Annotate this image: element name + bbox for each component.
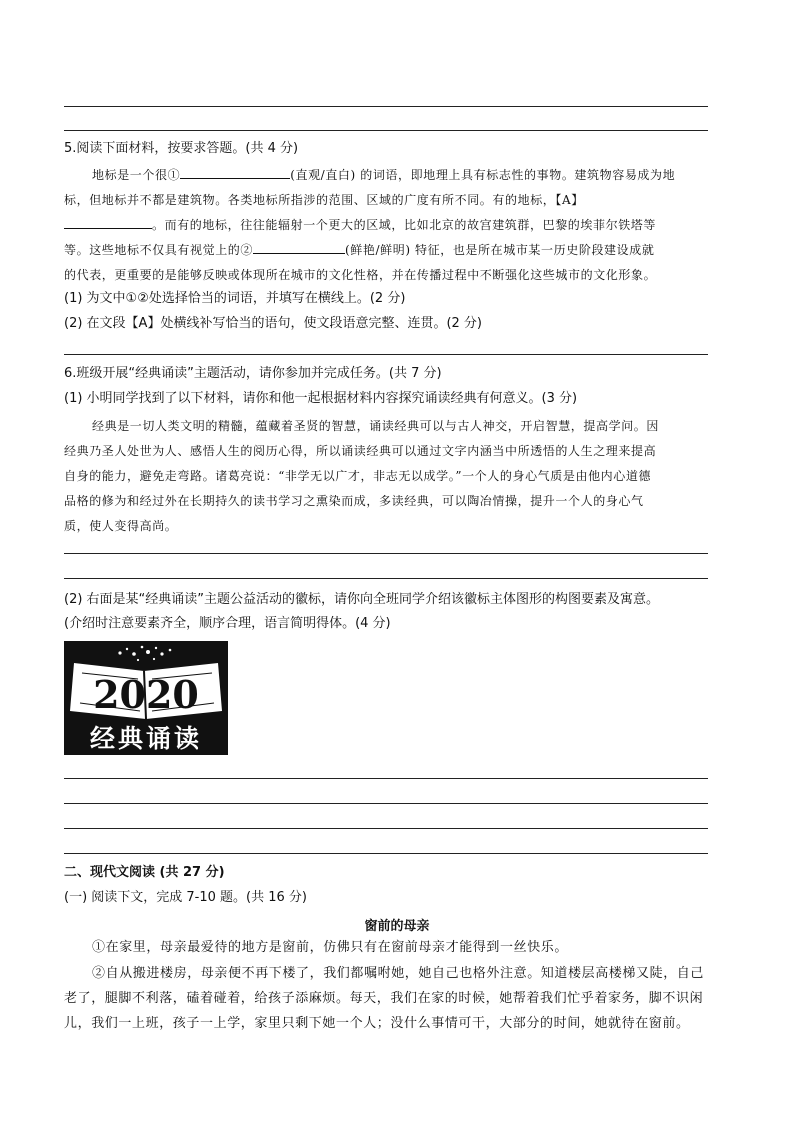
- part2-sub: (一) 阅读下文，完成 7-10 题。(共 16 分): [64, 890, 307, 905]
- q6-sub2: (2) 右面是某“经典诵读”主题公益活动的徽标，请你向全班同学介绍该徽标主体图形的构图要素及寓意。: [64, 592, 660, 607]
- article-paragraph: ②自从搬进楼房，母亲便不再下楼了，我们都嘱咐她，她自己也格外注意。知道楼层高楼梯又陡，自己: [92, 966, 705, 981]
- q5-material-line: [64, 216, 724, 234]
- q5-material-line: 的代表，更重要的是能够反映或体现所在城市的文化性格，并在传播过程中不断强化这些城市的文化形象。: [64, 268, 657, 282]
- q5-text: 等。这些地标不仅具有视觉上的②: [64, 243, 254, 257]
- q5-text: (鲜艳/鲜明) 特征，也是所在城市某一历史阶段建设成就: [345, 243, 655, 257]
- logo-year: 2020: [93, 672, 199, 717]
- q6-material-line: 品格的修为和经过外在长期持久的读书学习之熏染而成，多读经典，可以陶冶情操，提升一个人的身心气: [64, 494, 644, 508]
- q6-material-line: 经典乃圣人处世为人、感悟人生的阅历心得，所以诵读经典可以通过文字内涵当中所透悟的人生之理来提高: [64, 444, 657, 458]
- article-paragraph: ①在家里，母亲最爱待的地方是窗前，仿佛只有在窗前母亲才能得到一丝快乐。: [92, 940, 569, 955]
- logo-caption: 经典诵读: [89, 724, 203, 753]
- answer-line: [64, 853, 708, 854]
- part2-heading: 二、现代文阅读 (共 27 分): [64, 865, 225, 880]
- q6-heading: 6.班级开展“经典诵读”主题活动，请你参加并完成任务。(共 7 分): [64, 366, 442, 381]
- q5-material-line: [64, 241, 724, 259]
- answer-line: [64, 803, 708, 804]
- article-paragraph: 老了，腿脚不利落，磕着碰着，给孩子添麻烦。每天，我们在家的时候，她帮着我们忙乎着家务，脚不识闲: [64, 991, 704, 1006]
- blank-2: [253, 241, 345, 254]
- q5-heading: 5.阅读下面材料，按要求答题。(共 4 分): [64, 141, 299, 156]
- classic-reading-logo: [64, 641, 228, 755]
- q5-sub2: (2) 在文段【A】处横线补写恰当的语句，使文段语意完整、连贯。(2 分): [64, 316, 482, 331]
- blank-a: [64, 216, 152, 229]
- q5-text: (直观/直白) 的词语，即地理上具有标志性的事物。建筑物容易成为地: [290, 168, 676, 182]
- q6-material-line: 质，使人变得高尚。: [64, 519, 178, 533]
- q5-text: 地标是一个很①: [92, 168, 181, 182]
- answer-line: [64, 106, 708, 107]
- q5-material-line: 标，但地标并不都是建筑物。各类地标所指涉的范围、区域的广度有所不同。有的地标，【A】: [64, 193, 584, 207]
- q6-material-line: 经典是一切人类文明的精髓，蕴藏着圣贤的智慧，诵读经典可以与古人神交，开启智慧，提高学问。因: [92, 419, 660, 433]
- answer-line: [64, 828, 708, 829]
- answer-line: [64, 354, 708, 355]
- q6-sub1: (1) 小明同学找到了以下材料，请你和他一起根据材料内容探究诵读经典有何意义。(3 分): [64, 391, 578, 406]
- answer-line: [64, 578, 708, 579]
- blank-1: [180, 166, 290, 179]
- q5-sub1: (1) 为文中①②处选择恰当的词语，并填写在横线上。(2 分): [64, 291, 406, 306]
- answer-line: [64, 553, 708, 554]
- q6-sub2-note: (介绍时注意要素齐全，顺序合理，语言简明得体。(4 分): [64, 616, 391, 631]
- q5-text: 。而有的地标，往往能辐射一个更大的区域，比如北京的故宫建筑群，巴黎的埃菲尔铁塔等: [152, 218, 657, 232]
- article-paragraph: 儿，我们一上班，孩子一上学，家里只剩下她一个人；没什么事情可干，大部分的时间，她就待在窗前。: [64, 1016, 690, 1031]
- answer-line: [64, 778, 708, 779]
- article-title: 窗前的母亲: [364, 919, 430, 934]
- q5-material-line: [92, 166, 752, 184]
- answer-line: [64, 130, 708, 131]
- q6-material-line: 自身的能力，避免走弯路。诸葛亮说：“非学无以广才，非志无以成学。”一个人的身心气质是由他内心道德: [64, 469, 652, 483]
